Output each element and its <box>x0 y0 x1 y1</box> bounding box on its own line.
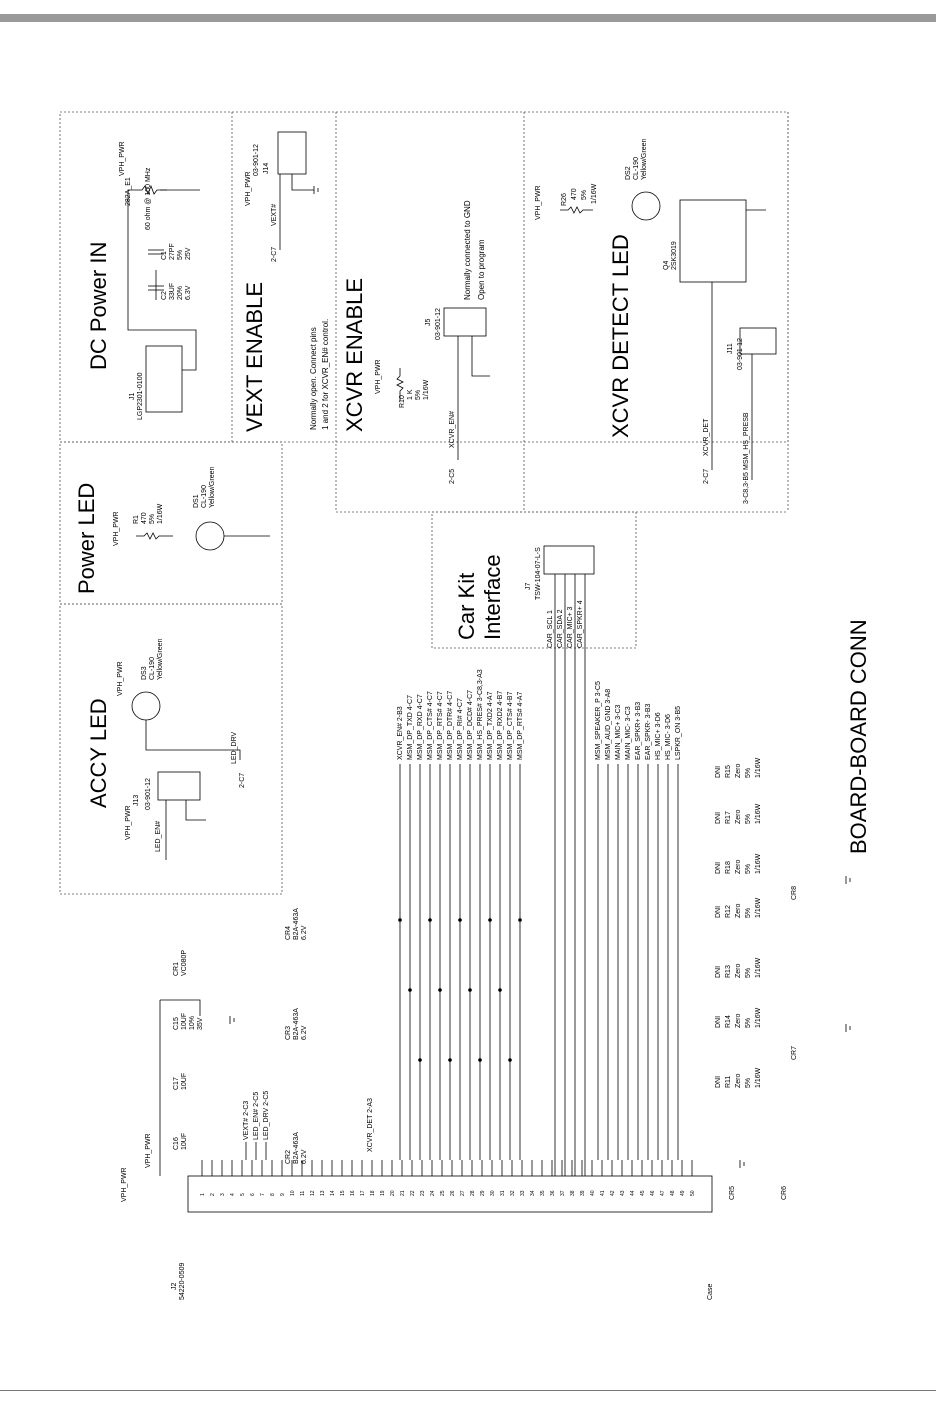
j2-pin-number: 8 <box>270 1193 276 1196</box>
j2-pin-number: 41 <box>600 1190 606 1196</box>
bb-cap-wire <box>160 1000 200 1016</box>
dni-tol: 5% <box>745 1017 752 1028</box>
xcvr-det-bb: XCVR_DET 2-A3 <box>367 1098 374 1152</box>
cr3-part: B2A-463A <box>293 1008 300 1040</box>
title-vext-enable: VEXT ENABLE <box>242 282 267 432</box>
vext-ref: 2-C7 <box>271 246 278 262</box>
j2-pin-number: 29 <box>480 1190 486 1196</box>
title-carkit-2: Interface <box>480 554 505 640</box>
ds2-led <box>632 192 660 220</box>
dni-pwr: 1/16W <box>755 897 762 918</box>
j1-part: LGP2301-0100 <box>137 372 144 420</box>
title-xcvr-enable: XCVR ENABLE <box>342 277 367 432</box>
cr3-volt: 6.2V <box>301 1025 308 1040</box>
r26-label: R26 <box>561 193 568 206</box>
dni-zero: Zero <box>735 1013 742 1028</box>
cr4-volt: 6.2V <box>301 925 308 940</box>
c15-volt: 35V <box>197 1017 204 1030</box>
j13-label: J13 <box>133 794 140 806</box>
e1-val: 60 ohm @ 100 MHz <box>145 167 152 230</box>
j2-pin-number: 9 <box>280 1193 286 1196</box>
bus-junction <box>518 918 522 922</box>
dni-ref: R14 <box>725 1015 732 1028</box>
j2-pin-number: 13 <box>320 1190 326 1196</box>
audio-label: EAR_SPKR- 3-B3 <box>645 703 652 760</box>
cr6-label: CR6 <box>781 1185 788 1200</box>
ds3-color: Yellow/Green <box>157 638 164 680</box>
ds3-label: DS3 <box>141 666 148 680</box>
j2-pin-number: 7 <box>260 1193 266 1196</box>
dni-label: DNI <box>715 1075 722 1088</box>
dni-zero: Zero <box>735 903 742 918</box>
j5-label: J5 <box>425 318 432 326</box>
dni-label: DNI <box>715 811 722 824</box>
ds1-led <box>196 522 224 550</box>
vext-gnd-wire <box>292 174 314 190</box>
ds2-label: DS2 <box>625 166 632 180</box>
j2-pin-number: 25 <box>440 1190 446 1196</box>
dni-pwr: 1/16W <box>755 853 762 874</box>
bus-junction <box>468 988 472 992</box>
carkit-pin-label: CAR_SPKR+ 4 <box>577 600 584 648</box>
dni-tol: 5% <box>745 967 752 978</box>
dni-label: DNI <box>715 1015 722 1028</box>
bus-label: MSM_DP_CTS# 4-B7 <box>507 691 514 760</box>
carkit-pin-label: CAR_MIC+ 3 <box>567 606 574 648</box>
bb-vph-pwr-2: VPH_PWR <box>145 1133 152 1168</box>
c17-label: C17 <box>173 1077 180 1090</box>
j2-label: J2 <box>171 1282 178 1290</box>
c2-label: C2 <box>161 291 168 300</box>
dni-ref: R13 <box>725 965 732 978</box>
dni-ref: R17 <box>725 811 732 824</box>
vext-vph-pwr: VPH_PWR <box>245 171 252 206</box>
accy-gnd-wire <box>186 800 206 820</box>
j11-part: 03-901-12 <box>737 338 744 370</box>
j2-pin-number: 21 <box>400 1190 406 1196</box>
r1-v1: 470 <box>141 512 148 524</box>
j13-connector <box>158 772 200 800</box>
dni-tol: 5% <box>745 767 752 778</box>
j5-part: 03-901-12 <box>435 308 442 340</box>
r1-label: R1 <box>133 515 140 524</box>
c2-v3: 6.3V <box>185 285 192 300</box>
cr1-part: VC080P <box>181 949 188 976</box>
j2-pin-number: 16 <box>350 1190 356 1196</box>
dni-zero: Zero <box>735 763 742 778</box>
left-net-label: LED_DRV 2-C5 <box>263 1090 270 1140</box>
audio-label: MAIN_MIC- 3-C3 <box>625 706 632 760</box>
audio-label: LSPKR_ON 3-B5 <box>675 705 682 760</box>
j2-pin-number: 32 <box>510 1190 516 1196</box>
ds1-part: CL-190 <box>201 485 208 508</box>
dni-resistor-group <box>715 757 762 1088</box>
c1-v3: 25V <box>185 247 192 260</box>
dc-vph-pwr: VPH_PWR <box>119 141 126 176</box>
audio-label: HS_MIC+ 3-D6 <box>655 712 662 760</box>
j2-pin-number: 18 <box>370 1190 376 1196</box>
bus-junction <box>458 918 462 922</box>
j2-pin-number: 17 <box>360 1190 366 1196</box>
c16-v: 10UF <box>181 1132 188 1150</box>
dni-pwr: 1/16W <box>755 1007 762 1028</box>
xcvr-det-net: XCVR_DET <box>703 418 710 456</box>
xcvr-gnd-wire <box>472 336 490 376</box>
note-vext-2: 1 and 2 for XCVR_EN# control. <box>321 318 330 430</box>
j2-pin-number: 48 <box>670 1190 676 1196</box>
j2-pin-number: 14 <box>330 1190 336 1196</box>
j2-pin-number: 44 <box>630 1190 636 1196</box>
cr3-label: CR3 <box>285 1025 292 1040</box>
r10-label: R10 <box>399 395 406 408</box>
ds1-label: DS1 <box>193 494 200 508</box>
j2-pin-number: 49 <box>680 1190 686 1196</box>
j2-pin-number: 31 <box>500 1190 506 1196</box>
r1-v2: 5% <box>149 513 156 524</box>
dni-pwr: 1/16W <box>755 1067 762 1088</box>
dni-tol: 5% <box>745 1077 752 1088</box>
j2-pin-number: 2 <box>210 1193 216 1196</box>
audio-label: HS_MIC- 3-D6 <box>665 714 672 760</box>
r10-v2: 5% <box>415 389 422 400</box>
j2-pin-number: 20 <box>390 1190 396 1196</box>
c16-label: C16 <box>173 1137 180 1150</box>
ds1-color: Yellow/Green <box>209 466 216 508</box>
j13-part: 03-901-12 <box>145 778 152 810</box>
audio-label: MSM_AUD_GND 3-A8 <box>605 688 612 760</box>
c15-v: 10UF <box>181 1012 188 1030</box>
j2-pin-number: 38 <box>570 1190 576 1196</box>
dni-pwr: 1/16W <box>755 757 762 778</box>
note-xcvr-2: Open to program <box>477 239 486 300</box>
dni-tol: 5% <box>745 863 752 874</box>
accy-led-wire <box>146 720 240 760</box>
j2-pin-number: 3 <box>220 1193 226 1196</box>
audio-label: MSM_SPEAKER_P 3-C5 <box>595 681 602 760</box>
j2-pin-number: 36 <box>550 1190 556 1196</box>
j11-label: J11 <box>727 343 734 354</box>
left-label-group <box>243 1091 270 1160</box>
cr7-gnd-symbol <box>846 1024 850 1032</box>
left-net-label: VEXT# 2-C3 <box>243 1100 250 1140</box>
j2-pin-number: 10 <box>290 1190 296 1196</box>
j2-pin-number: 40 <box>590 1190 596 1196</box>
j2-pin-number: 46 <box>650 1190 656 1196</box>
j7-label: J7 <box>525 582 532 590</box>
dni-zero: Zero <box>735 809 742 824</box>
e1-label: 282A_E1 <box>125 177 132 206</box>
bus-label: MSM_DP_RTS# 4-C7 <box>437 691 444 760</box>
j2-pin-number: 1 <box>200 1193 206 1196</box>
j7-part: TSW-104-07-L-S <box>535 547 542 600</box>
cr1-label: CR1 <box>173 961 180 976</box>
j2-pin-number: 39 <box>580 1190 586 1196</box>
bus-label: MSM_DP_CTS# 4-C7 <box>427 691 434 760</box>
bus-junction <box>398 918 402 922</box>
dni-pwr: 1/16W <box>755 803 762 824</box>
carkit-pin-group <box>547 574 585 1176</box>
note-vext-1: Normally open. Connect pins <box>309 327 318 430</box>
ds3-led <box>132 692 160 720</box>
j2-pin-number: 43 <box>620 1190 626 1196</box>
c15-label: C15 <box>173 1017 180 1030</box>
r1-v3: 1/16W <box>157 503 164 524</box>
dni-label: DNI <box>715 965 722 978</box>
j2-pin-number: 28 <box>470 1190 476 1196</box>
dni-label: DNI <box>715 765 722 778</box>
ds3-part: CL-190 <box>149 657 156 680</box>
r26-v3: 1/16W <box>591 183 598 204</box>
bus-junction <box>438 988 442 992</box>
q4-label: Q4 <box>663 260 670 270</box>
ds2-part: CL-190 <box>633 157 640 180</box>
r10-v1: 1 K <box>407 389 414 400</box>
j14-part: 03-901-12 <box>253 144 260 176</box>
xcvr-det-ref: 2-C7 <box>703 468 710 484</box>
j2-pin-number: 45 <box>640 1190 646 1196</box>
bus-junction <box>428 918 432 922</box>
c2-v2: 20% <box>177 285 184 300</box>
dni-label: DNI <box>715 905 722 918</box>
cr2-label: CR2 <box>285 1149 292 1164</box>
cr5-label: CR5 <box>729 1185 736 1200</box>
c17-v: 10UF <box>181 1072 188 1090</box>
xcvr-en-net: XCVR_EN# <box>449 411 456 448</box>
bb-vph-pwr: VPH_PWR <box>121 1167 128 1202</box>
pwr-vph-pwr: VPH_PWR <box>113 511 120 546</box>
j2-pin-number: 50 <box>690 1190 696 1196</box>
c1-v2: 5% <box>177 249 184 260</box>
det-vph-pwr: VPH_PWR <box>535 185 542 220</box>
audio-label: EAR_SPKR+ 3-B3 <box>635 701 642 760</box>
bus-label: MSM_DP_TXD 4-C7 <box>407 695 414 760</box>
j2-pin-number: 26 <box>450 1190 456 1196</box>
dni-ref: R18 <box>725 861 732 874</box>
cr8-label: CR8 <box>791 885 798 900</box>
bus-junction <box>508 1058 512 1062</box>
bus-label-group <box>397 669 524 1160</box>
j7-connector <box>544 546 594 574</box>
dc-wire-1 <box>128 190 196 370</box>
dni-zero: Zero <box>735 963 742 978</box>
accy-vph-pwr: VPH_PWR <box>117 661 124 696</box>
bus-label: MSM_DP_RXD 4-C7 <box>417 694 424 760</box>
dni-zero: Zero <box>735 1073 742 1088</box>
accy-led-drv: LED_DRV <box>231 731 238 764</box>
cr2-volt: 6.2V <box>301 1149 308 1164</box>
j1-label: J1 <box>129 392 136 400</box>
j2-pin-number: 6 <box>250 1193 256 1196</box>
bus-label: XCVR_EN# 2-B3 <box>397 706 404 760</box>
audio-label-group <box>595 681 682 1160</box>
j2-pin-number: 4 <box>230 1193 236 1196</box>
j2-pin-number: 5 <box>240 1193 246 1196</box>
xcvr-vph-pwr: VPH_PWR <box>375 359 382 394</box>
bus-label: MSM_HS_PRES# 3-C8,3-A3 <box>477 669 484 760</box>
vext-net: VEXT# <box>271 203 278 226</box>
j2-pin-number: 30 <box>490 1190 496 1196</box>
j2-gnd-symbol <box>740 1160 744 1168</box>
c1-v1: 27PF <box>169 243 176 260</box>
xcvr-en-ref: 2-C5 <box>449 468 456 484</box>
j2-pin-number: 15 <box>340 1190 346 1196</box>
dni-tol: 5% <box>745 813 752 824</box>
j5-connector <box>444 308 486 336</box>
bus-label: MSM_DP_RI# 4-C7 <box>457 698 464 760</box>
j2-pin-number: 11 <box>300 1190 306 1196</box>
q4-part: 2SK3019 <box>671 241 678 270</box>
cr2-part: B2A-463A <box>293 1132 300 1164</box>
bus-label: MSM_DP_RTS# 4-A7 <box>517 691 524 760</box>
j14-label: J14 <box>263 162 270 174</box>
title-board-board-conn: BOARD-BOARD CONN <box>846 619 871 854</box>
title-accy-led: ACCY LED <box>86 698 111 808</box>
j14-connector <box>278 132 306 174</box>
bus-junction <box>418 1058 422 1062</box>
bus-label: MSM_DP_DCD# 4-C7 <box>467 689 474 760</box>
bus-junction <box>488 918 492 922</box>
cr7-label: CR7 <box>791 1045 798 1060</box>
carkit-pin-label: CAR_SCL 1 <box>547 610 554 648</box>
dni-pwr: 1/16W <box>755 957 762 978</box>
c15-tol: 10% <box>189 1015 196 1030</box>
accy-vph-pwr-2: VPH_PWR <box>125 805 132 840</box>
title-power-led: Power LED <box>74 482 99 594</box>
cap-gnd-symbol <box>230 1016 234 1024</box>
carkit-pin-label: CAR_SDA 2 <box>557 609 564 648</box>
j2-pin-number: 33 <box>520 1190 526 1196</box>
accy-led-en: LED_EN# <box>155 820 162 852</box>
j2-case: Case <box>707 1283 714 1300</box>
dni-label: DNI <box>715 861 722 874</box>
bus-junction <box>478 1058 482 1062</box>
title-xcvr-detect-led: XCVR DETECT LED <box>608 234 633 438</box>
audio-label: MAIN_MIC+ 3-C3 <box>615 704 622 760</box>
j2-pin-number: 47 <box>660 1190 666 1196</box>
cr8-gnd-symbol <box>846 876 850 884</box>
j1-connector <box>146 346 182 412</box>
j11-connector <box>740 328 776 354</box>
ds2-color: Yellow/Green <box>641 138 648 180</box>
note-xcvr-1: Normally connected to GND <box>463 200 472 300</box>
bus-junction <box>448 1058 452 1062</box>
j2-pin-number: 19 <box>380 1190 386 1196</box>
vext-gnd-symbol <box>314 186 318 194</box>
cr4-label: CR4 <box>285 925 292 940</box>
j2-pin-number: 27 <box>460 1190 466 1196</box>
bus-junction <box>498 988 502 992</box>
c1-label: C1 <box>161 251 168 260</box>
j2-pin-number: 23 <box>420 1190 426 1196</box>
r10-v3: 1/16W <box>423 379 430 400</box>
title-carkit-1: Car Kit <box>454 572 479 640</box>
j2-pin-number: 12 <box>310 1190 316 1196</box>
r26-v2: 5% <box>581 189 588 200</box>
cr4-part: B2A-463A <box>293 908 300 940</box>
title-dc-power-in: DC Power IN <box>86 241 111 370</box>
accy-led-drv-ref: 2-C7 <box>239 772 246 788</box>
j2-pin-number: 42 <box>610 1190 616 1196</box>
hs-pres-ref: 3-C8,3-B5 <box>743 472 750 504</box>
j2-pin-number: 35 <box>540 1190 546 1196</box>
j2-pin-number: 22 <box>410 1190 416 1196</box>
left-net-label: LED_EN# 2-C5 <box>253 1091 260 1140</box>
bus-label: MSM_DP_RXD2 4-B7 <box>497 690 504 760</box>
j2-pin-number: 37 <box>560 1190 566 1196</box>
c2-v1: 33UF <box>169 282 176 300</box>
r26-resistor <box>560 207 593 213</box>
hs-pres-net: MSM_HS_PRESB <box>743 412 750 470</box>
dni-ref: R11 <box>725 1075 732 1088</box>
dni-ref: R15 <box>725 765 732 778</box>
bus-label: MSM_DP_DTR# 4-C7 <box>447 690 454 760</box>
dni-tol: 5% <box>745 907 752 918</box>
r1-resistor <box>136 533 173 539</box>
bus-label: MSM_DP_TXD2 4-A7 <box>487 691 494 760</box>
j2-pin-number: 34 <box>530 1190 536 1196</box>
r26-v1: 470 <box>571 188 578 200</box>
q4-transistor <box>680 200 746 282</box>
j2-pin-number: 24 <box>430 1190 436 1196</box>
bus-junction <box>408 988 412 992</box>
dni-zero: Zero <box>735 859 742 874</box>
dni-ref: R12 <box>725 905 732 918</box>
j2-part: 54220-0509 <box>179 1262 186 1300</box>
